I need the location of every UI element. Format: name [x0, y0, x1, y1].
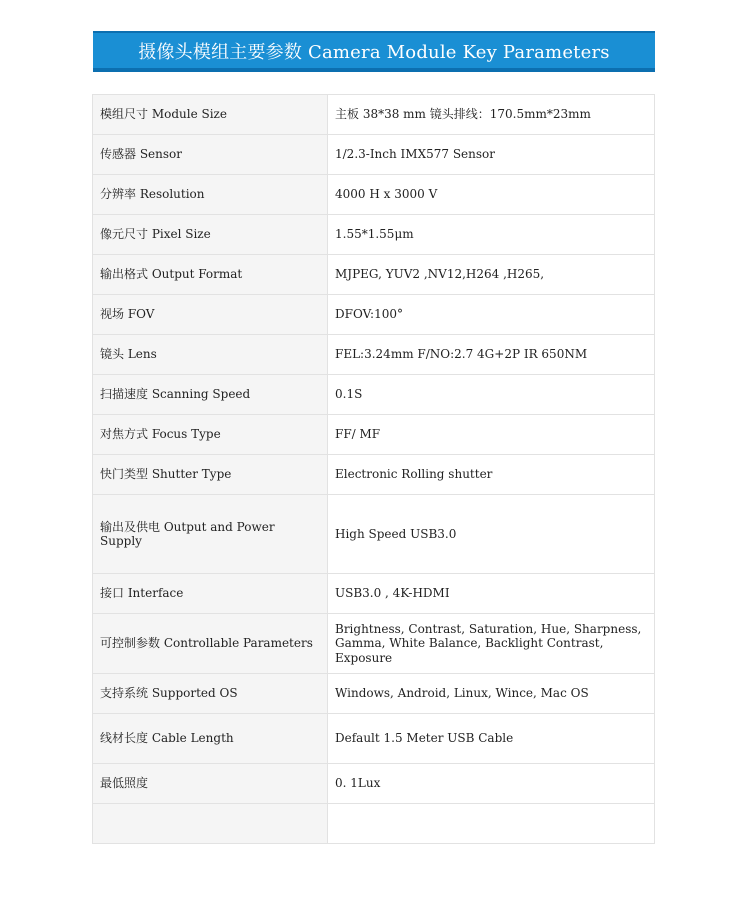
param-label-scanning-speed: 扫描速度 Scanning Speed — [93, 375, 328, 415]
table-row — [93, 335, 655, 375]
param-label-shutter-type: 快门类型 Shutter Type — [93, 455, 328, 495]
param-value-output-power: High Speed USB3.0 — [328, 495, 655, 574]
param-value-supported-os: Windows, Android, Linux, Wince, Mac OS — [328, 674, 655, 714]
param-value-scanning-speed: 0.1S — [328, 375, 655, 415]
table-row — [93, 295, 655, 335]
param-label-min-illumination: 最低照度 — [93, 764, 328, 804]
param-label-output-format: 输出格式 Output Format — [93, 255, 328, 295]
param-label-pixel-size: 像元尺寸 Pixel Size — [93, 215, 328, 255]
param-value-controllable: Brightness, Contrast, Saturation, Hue, Sharpness, Gamma, White Balance, Backlight Contrast, Exposure — [328, 614, 655, 674]
param-label-fov: 视场 FOV — [93, 295, 328, 335]
param-value-pixel-size: 1.55*1.55μm — [328, 215, 655, 255]
param-value-cable-length: Default 1.5 Meter USB Cable — [328, 714, 655, 764]
table-row — [93, 415, 655, 455]
param-label-controllable: 可控制参数 Controllable Parameters — [93, 614, 328, 674]
table-row — [93, 764, 655, 804]
param-label-interface: 接口 Interface — [93, 574, 328, 614]
table-row — [93, 574, 655, 614]
param-value-fov: DFOV:100° — [328, 295, 655, 335]
empty-cell — [328, 804, 655, 844]
param-value-min-illumination: 0. 1Lux — [328, 764, 655, 804]
table-row — [93, 215, 655, 255]
empty-cell — [93, 804, 328, 844]
param-value-resolution: 4000 H x 3000 V — [328, 175, 655, 215]
param-label-focus-type: 对焦方式 Focus Type — [93, 415, 328, 455]
param-label-sensor: 传感器 Sensor — [93, 135, 328, 175]
table-row — [93, 495, 655, 574]
param-value-interface: USB3.0 , 4K-HDMI — [328, 574, 655, 614]
parameters-table — [92, 94, 655, 844]
param-label-module-size: 模组尺寸 Module Size — [93, 95, 328, 135]
table-row — [93, 614, 655, 674]
table-row — [93, 714, 655, 764]
param-value-output-format: MJPEG, YUV2 ,NV12,H264 ,H265, — [328, 255, 655, 295]
page-title: 摄像头模组主要参数 Camera Module Key Parameters — [138, 41, 610, 63]
param-value-shutter-type: Electronic Rolling shutter — [328, 455, 655, 495]
title-banner — [93, 31, 655, 72]
table-row — [93, 375, 655, 415]
table-row — [93, 255, 655, 295]
param-label-cable-length: 线材长度 Cable Length — [93, 714, 328, 764]
param-label-supported-os: 支持系统 Supported OS — [93, 674, 328, 714]
param-value-lens: FEL:3.24mm F/NO:2.7 4G+2P IR 650NM — [328, 335, 655, 375]
param-label-lens: 镜头 Lens — [93, 335, 328, 375]
table-row-empty — [93, 804, 655, 844]
param-value-sensor: 1/2.3-Inch IMX577 Sensor — [328, 135, 655, 175]
table-row — [93, 95, 655, 135]
param-value-module-size: 主板 38*38 mm 镜头排线：170.5mm*23mm — [328, 95, 655, 135]
table-row — [93, 135, 655, 175]
param-label-output-power: 输出及供电 Output and Power Supply — [93, 495, 328, 574]
table-row — [93, 674, 655, 714]
table-row — [93, 175, 655, 215]
param-label-resolution: 分辨率 Resolution — [93, 175, 328, 215]
param-value-focus-type: FF/ MF — [328, 415, 655, 455]
table-row — [93, 455, 655, 495]
